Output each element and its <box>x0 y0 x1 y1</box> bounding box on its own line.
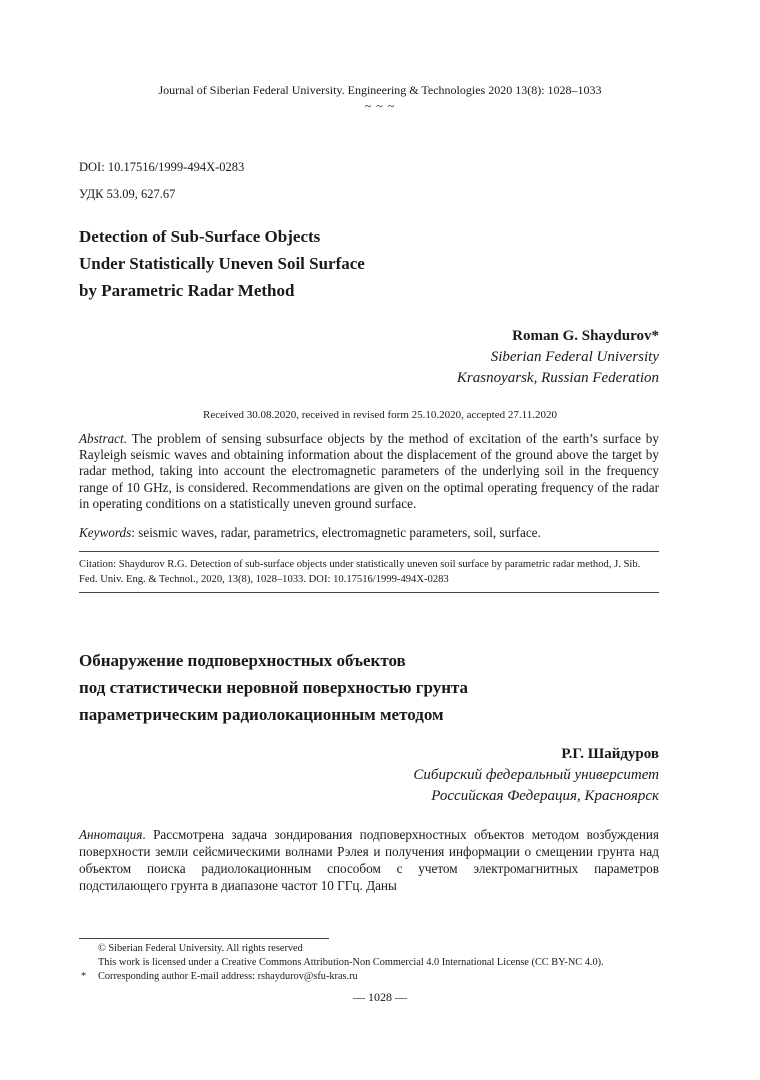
page-number: — 1028 — <box>353 990 407 1004</box>
author-location-ru: Российская Федерация, Красноярск <box>431 788 659 804</box>
english-title <box>79 223 365 304</box>
footnote-corresponding: Corresponding author E-mail address: rshaydurov@sfu-kras.ru <box>98 971 358 982</box>
english-title-line: Under Statistically Uneven Soil Surface <box>79 254 365 273</box>
english-author-block <box>457 326 659 389</box>
abstract-label: Abstract. <box>79 431 127 446</box>
abstract-text-ru: . Рассмотрена задача зондирования подповерхностных объектов методом возбуждения поверхности земли сейсмическими волнами Рэлея и получения информации о смещении грунта над объектом поиска радиолокационным способом с учетом электромагнитных параметров подстилающего грунта в диапазоне частот 10 ГГц. Даны <box>79 827 659 893</box>
english-title-line: Detection of Sub-Surface Objects <box>79 227 321 246</box>
abstract-label-ru: Аннотация <box>79 827 143 842</box>
russian-title-line: параметрическим радиолокационным методом <box>79 705 444 724</box>
keywords-text: : seismic waves, radar, parametrics, electromagnetic parameters, soil, surface. <box>131 525 541 540</box>
russian-author-block <box>413 744 659 807</box>
udk: УДК 53.09, 627.67 <box>79 187 176 201</box>
citation-rule-bottom <box>79 592 659 593</box>
footnote-rule <box>79 938 329 939</box>
journal-header: Journal of Siberian Federal University. Engineering & Technologies 2020 13(8): 1028–1033 <box>158 83 602 97</box>
author-affiliation-ru: Сибирский федеральный университет <box>413 767 659 783</box>
keywords-label: Keywords <box>79 525 132 540</box>
english-abstract <box>79 431 659 512</box>
footnote-copyright: © Siberian Federal University. All rights reserved <box>98 943 303 954</box>
footnote-license: This work is licensed under a Creative Commons Attribution-Non Commercial 4.0 International License (CC BY-NC 4.0). <box>98 957 604 968</box>
author-name-ru: Р.Г. Шайдуров <box>561 746 659 762</box>
citation-rule-top <box>79 551 659 552</box>
russian-title-line: под статистически неровной поверхностью грунта <box>79 678 469 697</box>
english-keywords <box>79 525 659 541</box>
doi: DOI: 10.17516/1999-494X-0283 <box>79 160 245 174</box>
citation: Citation: Shaydurov R.G. Detection of sub-surface objects under statistically uneven soil surface by parametric radar method, J. Sib. Fed. Univ. Eng. & Technol., 2020, 13(8), 1028–1033. DOI: 10.17516/1999-494X-0283 <box>79 559 641 585</box>
russian-title <box>79 647 468 728</box>
russian-abstract <box>79 826 659 894</box>
footnote-star: * <box>81 971 87 982</box>
abstract-text: The problem of sensing subsurface objects by the method of excitation of the earth’s surface by Rayleigh seismic waves and obtaining information about the displacement of the ground above the target by radar method, taking into account the electromagnetic parameters of the underlying soil in the frequency range of 10 GHz, is considered. Recommendations are given on the optimal operating frequency of the radar in operating conditions on a statistically uneven ground surface. <box>79 431 659 511</box>
russian-title-line: Обнаружение подповерхностных объектов <box>79 651 406 670</box>
header-separator: ~ ~ ~ <box>364 99 396 113</box>
received-dates: Received 30.08.2020, received in revised form 25.10.2020, accepted 27.11.2020 <box>203 409 557 421</box>
author-affiliation: Siberian Federal University <box>490 349 659 365</box>
english-title-line: by Parametric Radar Method <box>79 281 295 300</box>
author-name: Roman G. Shaydurov* <box>512 328 659 344</box>
author-location: Krasnoyarsk, Russian Federation <box>456 370 659 386</box>
